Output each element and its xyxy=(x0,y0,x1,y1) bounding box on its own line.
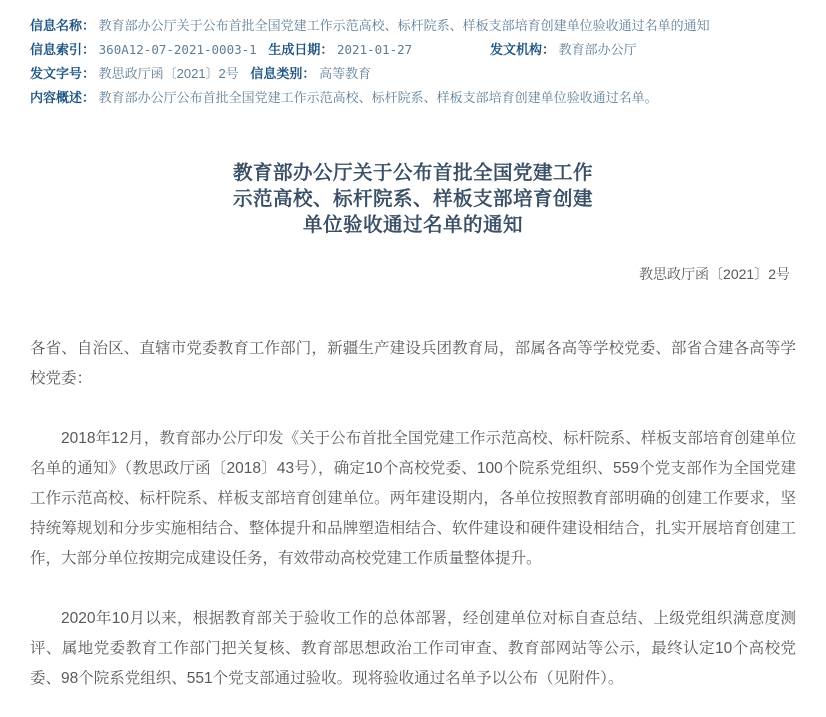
info-name-value: 教育部办公厅关于公布首批全国党建工作示范高校、标杆院系、样板支部培育创建单位验收通过名单的通知 xyxy=(98,18,710,33)
info-index-label: 信息索引： xyxy=(30,42,96,57)
document-number: 教思政厅函〔2021〕2号 xyxy=(639,266,790,282)
title-line-2: 示范高校、标杆院系、样板支部培育创建 xyxy=(232,188,593,210)
info-index-value: 360A12-07-2021-0003-1 xyxy=(98,42,257,57)
issuer-group xyxy=(490,38,637,62)
title-line-1: 教育部办公厅关于公布首批全国党建工作 xyxy=(232,162,593,184)
summary-label: 内容概述： xyxy=(30,90,96,105)
category-label: 信息类别： xyxy=(250,66,316,81)
metadata-block xyxy=(30,14,796,110)
meta-row-index-date-issuer xyxy=(30,38,796,62)
doc-no-label: 发文字号： xyxy=(30,66,96,81)
salutation: 各省、自治区、直辖市党委教育工作部门，新疆生产建设兵团教育局，部属各高等学校党委、部省合建各高等学校党委： xyxy=(30,340,796,387)
paragraph-1: 2018年12月，教育部办公厅印发《关于公布首批全国党建工作示范高校、标杆院系、样板支部培育创建单位名单的通知》（教思政厅函〔2018〕43号），确定10个高校党委、100个院系党组织、559个党支部作为全国党建工作示范高校、标杆院系、样板支部培育创建单位。两年建设期内，各单位按照教育部明确的创建工作要求，坚持统筹规划和分步实施相结合、整体提升和品牌塑造相结合、软件建设和硬件建设相结合，扎实开展培育创建工作，大部分单位按期完成建设任务，有效带动高校党建工作质量整体提升。 xyxy=(30,430,796,567)
category-value: 高等教育 xyxy=(319,66,372,81)
title-line-3: 单位验收通过名单的通知 xyxy=(302,214,523,236)
meta-row-summary xyxy=(30,86,796,110)
document-body xyxy=(30,334,796,694)
gen-date-value: 2021-01-27 xyxy=(336,42,413,57)
paragraph-2: 2020年10月以来，根据教育部关于验收工作的总体部署，经创建单位对标自查总结、上级党组织满意度测评、属地党委教育工作部门把关复核、教育部思想政治工作司审查、教育部网站等公示，最终认定10个高校党委、98个院系党组织、551个党支部通过验收。现将验收通过名单予以公布（见附件）。 xyxy=(30,610,796,687)
document-title xyxy=(30,160,796,238)
issuer-label: 发文机构： xyxy=(490,42,556,57)
gen-date-label: 生成日期： xyxy=(268,42,334,57)
issuer-value: 教育部办公厅 xyxy=(558,42,637,57)
doc-no-value: 教思政厅函〔2021〕2号 xyxy=(98,66,239,81)
meta-row-docno-category xyxy=(30,62,796,86)
meta-row-info-name xyxy=(30,14,796,38)
info-name-label: 信息名称： xyxy=(30,18,96,33)
summary-value: 教育部办公厅公布首批全国党建工作示范高校、标杆院系、样板支部培育创建单位验收通过名单。 xyxy=(98,90,658,105)
